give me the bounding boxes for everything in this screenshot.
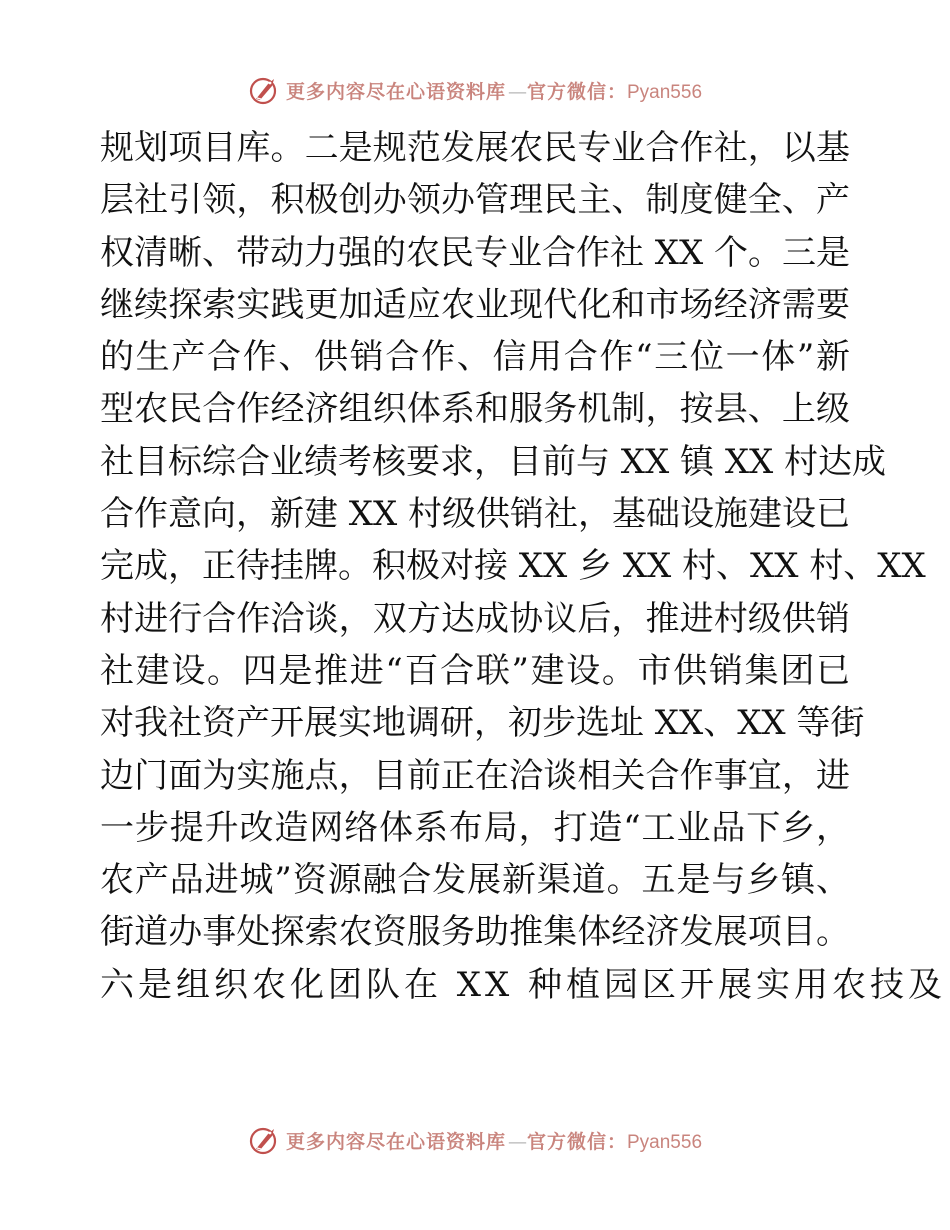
body-line: 社建设。四是推进“百合联”建设。市供销集团已 bbox=[100, 650, 850, 691]
watermark-handle: Pyan556 bbox=[627, 1131, 703, 1153]
body-line: 型农民合作经济组织体系和服务机制，按县、上级 bbox=[100, 389, 850, 430]
body-line: 街道办事处探索农资服务助推集体经济发展项目。 bbox=[100, 912, 850, 953]
body-line: 农产品进城”资源融合发展新渠道。五是与乡镇、 bbox=[100, 860, 850, 901]
watermark-wechat-label: 官方微信： bbox=[526, 80, 627, 103]
body-line: 一步提升改造网络体系布局，打造“工业品下乡， bbox=[100, 807, 850, 848]
watermark-dash: — bbox=[507, 1130, 525, 1153]
body-line: 合作意向，新建 XX 村级供销社，基础设施建设已 bbox=[100, 494, 851, 535]
pen-logo-icon bbox=[248, 74, 280, 106]
body-line: 规划项目库。二是规范发展农民专业合作社，以基 bbox=[100, 128, 850, 168]
pen-logo-icon bbox=[248, 1124, 280, 1156]
watermark-site-text: 更多内容尽在心语资料库 bbox=[285, 1130, 506, 1153]
watermark-text bbox=[286, 1127, 702, 1154]
body-line: 社目标综合业绩考核要求，目前与 XX 镇 XX 村达成 bbox=[100, 441, 887, 482]
watermark-wechat-label: 官方微信： bbox=[526, 1130, 627, 1153]
body-line: 权清晰、带动力强的农民专业合作社 XX 个。三是 bbox=[100, 232, 851, 273]
body-line: 六是组织农化团队在 XX 种植园区开展实用农技及 bbox=[100, 964, 947, 1005]
document-body bbox=[100, 122, 947, 1011]
watermark-handle: Pyan556 bbox=[627, 81, 703, 103]
body-line: 继续探索实践更加适应农业现代化和市场经济需要 bbox=[100, 284, 850, 325]
body-line: 层社引领，积极创办领办管理民主、制度健全、产 bbox=[100, 180, 850, 221]
watermark-header bbox=[0, 70, 950, 110]
watermark-site-text: 更多内容尽在心语资料库 bbox=[285, 80, 506, 103]
watermark-text bbox=[286, 77, 702, 104]
body-line: 完成，正待挂牌。积极对接 XX 乡 XX 村、XX 村、XX bbox=[100, 546, 926, 587]
watermark-dash: — bbox=[507, 80, 525, 103]
body-line: 的生产合作、供销合作、信用合作“三位一体”新 bbox=[100, 337, 850, 378]
body-line: 对我社资产开展实地调研，初步选址 XX、XX 等街 bbox=[100, 703, 865, 744]
watermark-footer bbox=[0, 1120, 950, 1160]
body-line: 村进行合作洽谈，双方达成协议后，推进村级供销 bbox=[100, 598, 850, 639]
body-line: 边门面为实施点，目前正在洽谈相关合作事宜，进 bbox=[100, 755, 850, 796]
